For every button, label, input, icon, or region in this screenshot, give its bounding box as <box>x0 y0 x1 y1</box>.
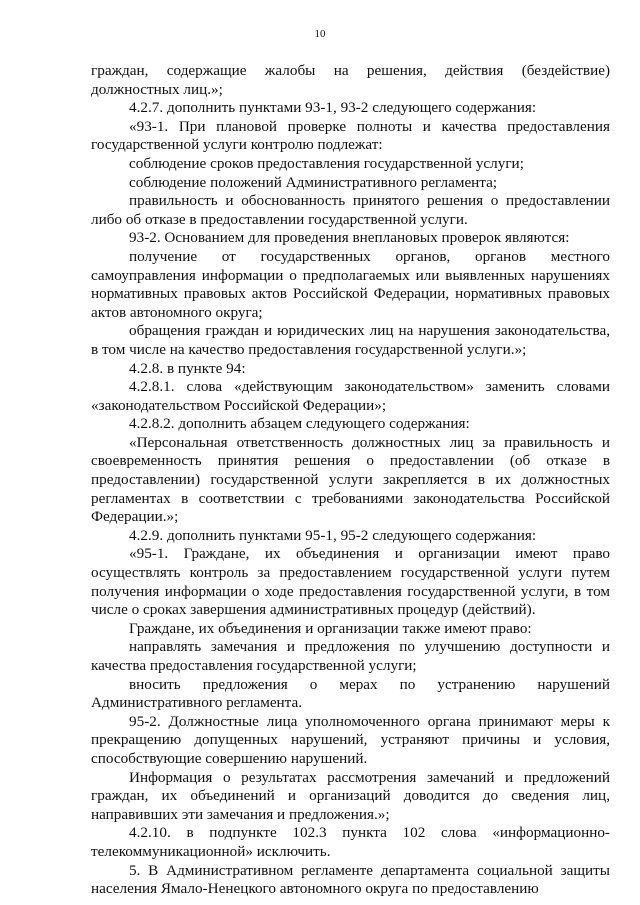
paragraph-5: 5. В Административном регламенте департамента социальной защиты населения Ямало-Ненецкого автономного округа по предоставлению <box>91 861 610 898</box>
paragraph-93-1-item-3: правильность и обоснованность принятого решения о предоставлении либо об отказе в предоставлении государственной услуги. <box>91 192 610 228</box>
paragraph-93-2-item-2: обращения граждан и юридических лиц на нарушения законодательства, в том числе на качество предоставления государственной услуги.»; <box>91 322 610 358</box>
paragraph-93-1-item-2: соблюдение положений Административного регламента; <box>129 173 498 191</box>
paragraph-4-2-8-2: 4.2.8.2. дополнить абзацем следующего содержания: <box>129 415 470 433</box>
paragraph-responsibility: «Персональная ответственность должностных лиц за правильность и своевременность принятия решения о предоставлении (об отказе в предоставлении) государственной услуги закрепляется в их должностных регламентах в соответствии с требованиями законодательства Российской Федерации.»; <box>91 433 610 526</box>
paragraph-95-2-info: Информация о результатах рассмотрения замечаний и предложений граждан, их объединений и организаций доводится до сведения лиц, направивших эти замечания и предложения.»; <box>91 768 610 823</box>
document-body <box>91 62 610 899</box>
paragraph-95-1: «95-1. Граждане, их объединения и организации имеют право осуществлять контроль за предоставлением государственной услуги путем получения информации о ходе предоставления государственной услуги, в том числе о сроках завершения административных процедур (действий). <box>91 545 610 619</box>
paragraph-continuation: граждан, содержащие жалобы на решения, действия (бездействие) должностных лиц.»; <box>91 62 610 98</box>
paragraph-95-1-item-1: направлять замечания и предложения по улучшению доступности и качества предоставления государственной услуги; <box>91 638 610 674</box>
paragraph-4-2-7: 4.2.7. дополнить пунктами 93-1, 93-2 следующего содержания: <box>129 99 537 117</box>
page-number: 10 <box>314 28 326 40</box>
paragraph-95-2: 95-2. Должностные лица уполномоченного органа принимают меры к прекращению допущенных нарушений, устраняют причины и условия, способствующие совершению нарушений. <box>91 712 610 767</box>
paragraph-93-1-item-1: соблюдение сроков предоставления государственной услуги; <box>129 154 524 172</box>
paragraph-4-2-9: 4.2.9. дополнить пунктами 95-1, 95-2 следующего содержания: <box>129 526 537 544</box>
paragraph-93-2-item-1: получение от государственных органов, органов местного самоуправления информации о предполагаемых или выявленных нарушениях нормативных правовых актов Российской Федерации, нормативных правовых актов автономного округа; <box>91 247 610 321</box>
paragraph-93-1: «93-1. При плановой проверке полноты и качества предоставления государственной услуги контролю подлежат: <box>91 117 610 154</box>
paragraph-4-2-10: 4.2.10. в подпункте 102.3 пункта 102 слова «информационно-телекоммуникационной» исключить. <box>91 824 610 860</box>
paragraph-95-1-rights: Граждане, их объединения и организации также имеют право: <box>129 619 532 637</box>
paragraph-4-2-8: 4.2.8. в пункте 94: <box>129 359 246 377</box>
paragraph-4-2-8-1: 4.2.8.1. слова «действующим законодательством» заменить словами «законодательством Российской Федерации»; <box>91 378 610 414</box>
paragraph-95-1-item-2: вносить предложения о мерах по устранению нарушений Административного регламента. <box>91 675 610 712</box>
paragraph-93-2: 93-2. Основанием для проведения внеплановых проверок являются: <box>129 229 570 247</box>
